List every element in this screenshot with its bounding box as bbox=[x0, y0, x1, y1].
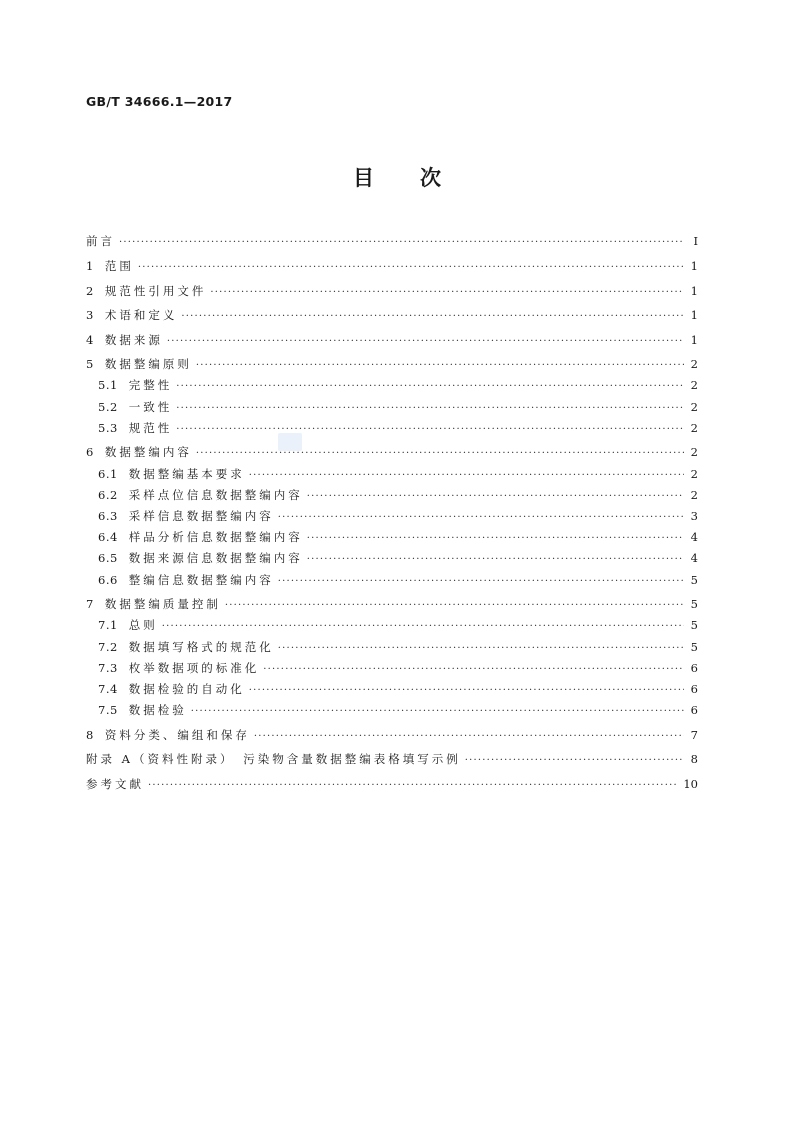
toc-entry[interactable] bbox=[86, 570, 698, 591]
toc-entry[interactable] bbox=[86, 485, 698, 506]
toc-entry-number: 5.3 bbox=[98, 420, 118, 435]
toc-entry-number: 3 bbox=[86, 308, 94, 323]
toc-entry[interactable] bbox=[86, 594, 698, 615]
toc-entry-page: 6 bbox=[690, 681, 698, 696]
toc-entry[interactable] bbox=[86, 354, 698, 375]
toc-entry-page: 6 bbox=[690, 703, 698, 718]
toc-entry-label: 规范性引用文件 bbox=[104, 283, 207, 298]
toc-entry-label: 附录 A（资料性附录） 污染物含量数据整编表格填写示例 bbox=[86, 752, 461, 767]
toc-leader-dots bbox=[307, 549, 684, 570]
toc-entry-label: 数据来源 bbox=[104, 332, 163, 347]
toc-leader-dots bbox=[263, 659, 684, 680]
toc-entry-page: 6 bbox=[690, 660, 698, 675]
toc-leader-dots bbox=[176, 376, 684, 397]
toc-leader-dots bbox=[307, 528, 684, 549]
toc-entry-label: 数据整编内容 bbox=[104, 445, 192, 460]
toc-entry-page: 2 bbox=[690, 487, 698, 502]
toc-entry-number: 5.2 bbox=[98, 399, 118, 414]
toc-leader-dots bbox=[465, 750, 684, 771]
toc-entry-label: 数据整编基本要求 bbox=[128, 466, 245, 481]
toc-leader-dots bbox=[167, 331, 684, 352]
toc-entry-page: 5 bbox=[690, 618, 698, 633]
toc-entry-number: 7.1 bbox=[98, 618, 118, 633]
toc-entry[interactable] bbox=[86, 330, 698, 351]
toc-entry[interactable] bbox=[86, 774, 698, 795]
toc-entry-page: 2 bbox=[690, 466, 698, 481]
toc-entry-label: 范围 bbox=[104, 258, 134, 273]
toc-entry-page: 1 bbox=[690, 332, 698, 347]
toc-entry-number: 6.6 bbox=[98, 572, 118, 587]
toc-entry[interactable] bbox=[86, 506, 698, 527]
toc-entry-label: 采样信息数据整编内容 bbox=[128, 508, 274, 523]
toc-entry-page: 10 bbox=[683, 776, 698, 791]
toc-entry-number: 1 bbox=[86, 258, 94, 273]
toc-leader-dots bbox=[196, 355, 684, 376]
toc-entry-page: 1 bbox=[690, 308, 698, 323]
toc-entry[interactable] bbox=[86, 231, 698, 252]
toc-list bbox=[86, 228, 698, 795]
toc-entry-label: 规范性 bbox=[128, 420, 173, 435]
toc-entry[interactable] bbox=[86, 464, 698, 485]
toc-entry[interactable] bbox=[86, 527, 698, 548]
toc-entry-label: 数据整编原则 bbox=[104, 357, 192, 372]
toc-leader-dots bbox=[225, 595, 684, 616]
toc-title bbox=[0, 162, 794, 192]
toc-entry-label: 整编信息数据整编内容 bbox=[128, 572, 274, 587]
toc-entry-label: 完整性 bbox=[128, 378, 173, 393]
toc-leader-dots bbox=[307, 486, 684, 507]
toc-leader-dots bbox=[278, 571, 684, 592]
toc-entry-page: 5 bbox=[690, 597, 698, 612]
toc-leader-dots bbox=[176, 419, 684, 440]
toc-entry[interactable] bbox=[86, 442, 698, 463]
toc-entry-number: 8 bbox=[86, 727, 94, 742]
toc-entry-number: 6 bbox=[86, 445, 94, 460]
toc-entry-label: 样品分析信息数据整编内容 bbox=[128, 530, 303, 545]
toc-entry-label: 数据填写格式的规范化 bbox=[128, 639, 274, 654]
toc-entry-page: 8 bbox=[690, 752, 698, 767]
toc-entry[interactable] bbox=[86, 637, 698, 658]
toc-leader-dots bbox=[278, 507, 684, 528]
toc-entry-page: 5 bbox=[690, 572, 698, 587]
toc-entry-label: 术语和定义 bbox=[104, 308, 178, 323]
toc-entry[interactable] bbox=[86, 615, 698, 636]
toc-entry-page: 1 bbox=[690, 283, 698, 298]
toc-entry-number: 2 bbox=[86, 283, 94, 298]
toc-entry[interactable] bbox=[86, 548, 698, 569]
toc-entry-number: 7 bbox=[86, 597, 94, 612]
toc-entry-number: 6.5 bbox=[98, 551, 118, 566]
toc-entry-page: 2 bbox=[690, 445, 698, 460]
toc-entry-label: 数据来源信息数据整编内容 bbox=[128, 551, 303, 566]
toc-entry[interactable] bbox=[86, 679, 698, 700]
toc-entry-number: 5.1 bbox=[98, 378, 118, 393]
toc-entry-page: 2 bbox=[690, 420, 698, 435]
toc-entry-label: 数据检验 bbox=[128, 703, 187, 718]
toc-leader-dots bbox=[254, 726, 684, 747]
toc-entry-number: 6.3 bbox=[98, 508, 118, 523]
toc-entry[interactable] bbox=[86, 700, 698, 721]
toc-entry[interactable] bbox=[86, 418, 698, 439]
toc-leader-dots bbox=[196, 443, 684, 464]
toc-leader-dots bbox=[148, 775, 677, 796]
toc-entry-label: 数据检验的自动化 bbox=[128, 681, 245, 696]
toc-entry-label: 资料分类、编组和保存 bbox=[104, 727, 250, 742]
toc-entry-label: 枚举数据项的标准化 bbox=[128, 660, 260, 675]
toc-entry-page: 2 bbox=[690, 378, 698, 393]
toc-leader-dots bbox=[181, 306, 684, 327]
toc-entry-number: 7.4 bbox=[98, 681, 118, 696]
toc-entry-label: 参考文献 bbox=[86, 776, 144, 791]
toc-entry-number: 4 bbox=[86, 332, 94, 347]
toc-entry-page: 4 bbox=[690, 530, 698, 545]
toc-entry-number: 7.5 bbox=[98, 703, 118, 718]
toc-entry-number: 6.1 bbox=[98, 466, 118, 481]
toc-leader-dots bbox=[119, 232, 684, 253]
toc-entry-page: 1 bbox=[690, 258, 698, 273]
toc-title-char-1: 目 bbox=[353, 166, 374, 190]
toc-entry-page: 5 bbox=[690, 639, 698, 654]
toc-entry-label: 前言 bbox=[86, 234, 115, 249]
toc-leader-dots bbox=[138, 257, 684, 278]
toc-entry[interactable] bbox=[86, 375, 698, 396]
toc-entry-page: 4 bbox=[690, 551, 698, 566]
standard-code: GB/T 34666.1—2017 bbox=[86, 94, 233, 109]
toc-entry-page: 2 bbox=[690, 399, 698, 414]
toc-entry[interactable] bbox=[86, 658, 698, 679]
toc-title-char-2: 次 bbox=[420, 166, 441, 190]
toc-leader-dots bbox=[249, 680, 684, 701]
toc-entry-label: 总则 bbox=[128, 618, 158, 633]
toc-entry-number: 7.3 bbox=[98, 660, 118, 675]
toc-entry-number: 6.4 bbox=[98, 530, 118, 545]
toc-leader-dots bbox=[191, 701, 684, 722]
toc-entry-number: 7.2 bbox=[98, 639, 118, 654]
toc-entry[interactable] bbox=[86, 725, 698, 746]
toc-leader-dots bbox=[162, 616, 684, 637]
toc-entry-label: 数据整编质量控制 bbox=[104, 597, 221, 612]
toc-entry-page: Ⅰ bbox=[693, 234, 698, 249]
toc-leader-dots bbox=[176, 398, 684, 419]
toc-entry[interactable] bbox=[86, 281, 698, 302]
toc-leader-dots bbox=[249, 465, 684, 486]
toc-entry-page: 2 bbox=[690, 357, 698, 372]
toc-entry[interactable] bbox=[86, 749, 698, 770]
toc-leader-dots bbox=[278, 638, 684, 659]
toc-entry-label: 一致性 bbox=[128, 399, 173, 414]
toc-entry[interactable] bbox=[86, 305, 698, 326]
toc-leader-dots bbox=[210, 282, 684, 303]
toc-entry-number: 5 bbox=[86, 357, 94, 372]
toc-entry[interactable] bbox=[86, 256, 698, 277]
toc-entry-label: 采样点位信息数据整编内容 bbox=[128, 487, 303, 502]
toc-entry-number: 6.2 bbox=[98, 487, 118, 502]
toc-entry-page: 7 bbox=[690, 727, 698, 742]
toc-entry-page: 3 bbox=[690, 508, 698, 523]
toc-entry[interactable] bbox=[86, 397, 698, 418]
